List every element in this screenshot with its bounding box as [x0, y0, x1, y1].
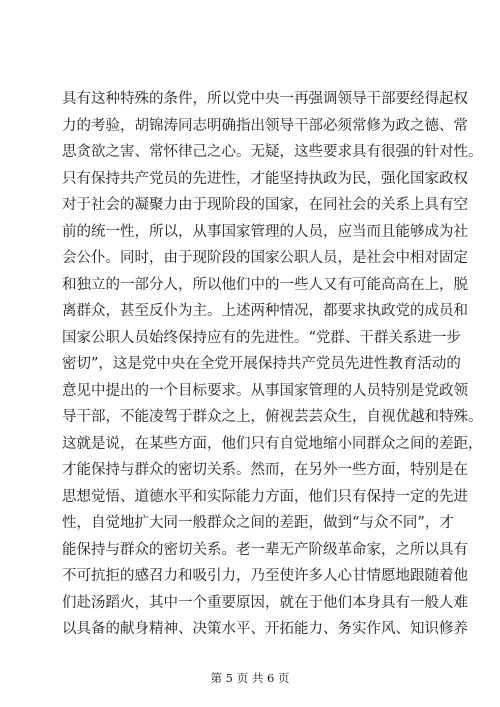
text-line: 和独立的一部分人，所以他们中的一些人又有可能高高在上，脱	[62, 276, 468, 293]
text-line: 能保持与群众的密切关系。老一辈无产阶级革命家，之所以具有	[62, 541, 468, 558]
text-line: 密切”，这是党中央在全党开展保持共产党员先进性教育活动的	[62, 356, 461, 372]
text-line: 离群众，甚至反仆为主。上述两种情况，都要求执政党的成员和	[62, 303, 468, 319]
text-line: 力的考验，胡锦涛同志明确指出领导干部必须常修为政之德、常	[62, 117, 468, 134]
text-line: 前的统一性，所以，从事国家管理的人员，应当而且能够成为社	[62, 223, 468, 240]
text-line: 具有这种特殊的条件，所以党中央一再强调领导干部要经得起权	[62, 91, 468, 107]
text-line: 这就是说，在某些方面，他们只有自觉地缩小同群众之间的差距，	[62, 435, 483, 452]
text-line: 才能保持与群众的密切关系。然而，在另外一些方面，特别是在	[62, 462, 468, 478]
text-line: 会公仆。同时，由于现阶段的国家公职人员，是社会中相对固定	[62, 250, 468, 266]
text-line: 意见中提出的一个目标要求。从事国家管理的人员特别是党政领	[62, 382, 468, 399]
text-line: 们赴汤蹈火，其中一个重要原因，就在于他们本身具有一般人难	[62, 594, 468, 611]
text-line: 以具备的献身精神、决策水平、开拓能力、务实作风、知识修养	[62, 621, 468, 637]
page-number-footer: 第 5 页 共 6 页	[210, 671, 290, 685]
text-line: 思贪欲之害、常怀律己之心。无疑，这些要求具有很强的针对性。	[62, 144, 483, 160]
text-line: 国家公职人员始终保持应有的先进性。“党群、干群关系进一步	[62, 329, 461, 346]
body-text	[62, 86, 483, 643]
text-line: 对于社会的凝聚力由于现阶段的国家，在同社会的关系上具有空	[62, 197, 468, 213]
text-line: 性，自觉地扩大同一般群众之间的差距，做到“与众不同”，才	[62, 515, 454, 531]
text-line: 只有保持共产党员的先进性，才能坚持执政为民，强化国家政权	[62, 170, 468, 187]
text-line: 不可抗拒的感召力和吸引力，乃至使许多人心甘情愿地跟随着他	[62, 568, 468, 584]
text-line: 思想觉悟、道德水平和实际能力方面，他们只有保持一定的先进	[62, 488, 468, 505]
text-line: 导干部，不能凌驾于群众之上，俯视芸芸众生，自视优越和特殊。	[62, 409, 483, 425]
